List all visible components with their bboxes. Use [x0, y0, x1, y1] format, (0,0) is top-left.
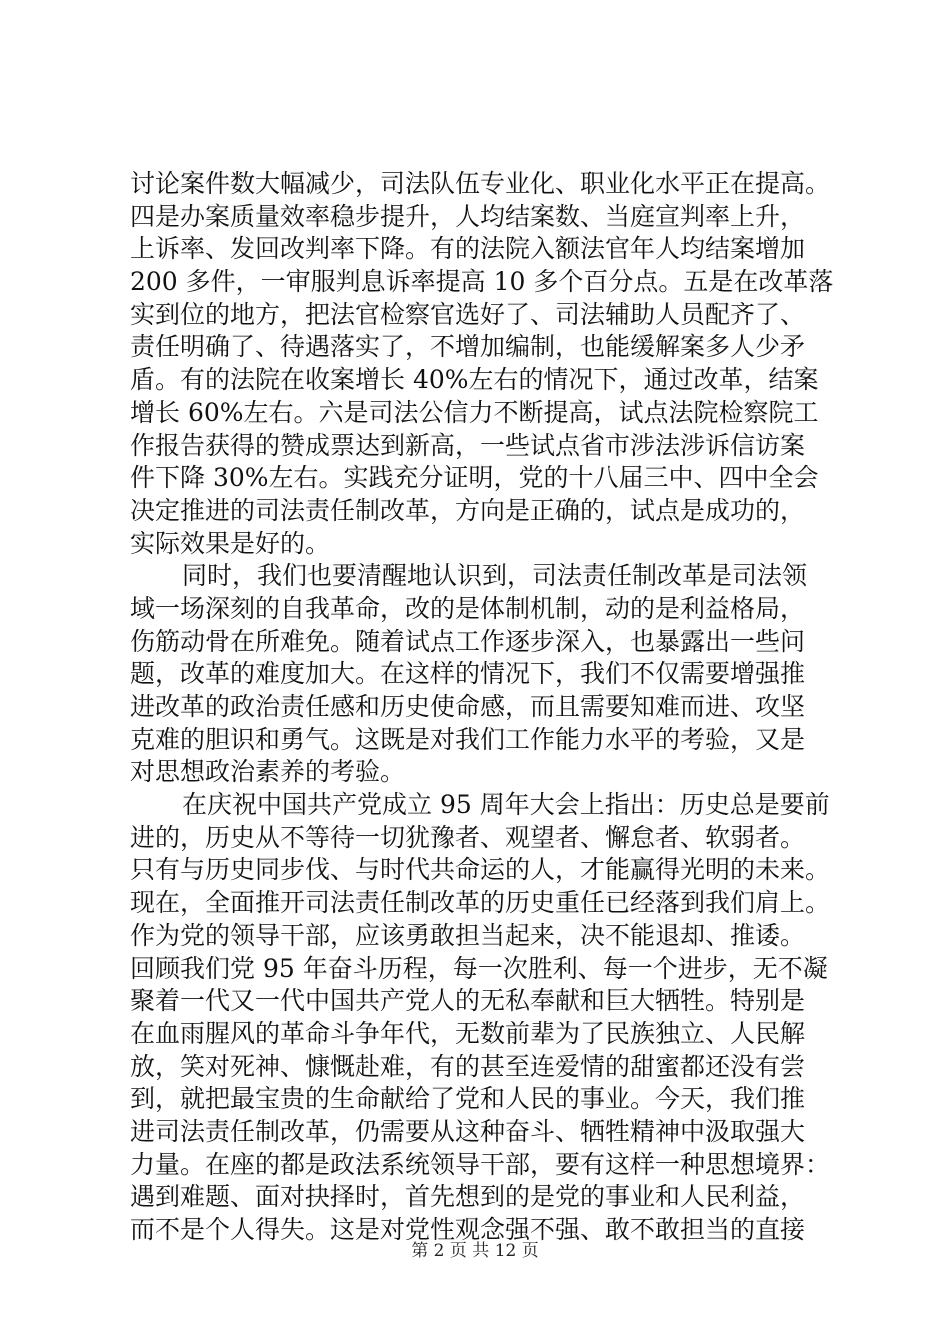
text-line: 进的，历史从不等待一切犹豫者、观望者、懈怠者、软弱者。 — [130, 822, 806, 852]
text-line: 伤筋动骨在所难免。随着试点工作逐步深入，也暴露出一些问 — [130, 626, 806, 656]
page-footer: 第 2 页 共 12 页 — [411, 1241, 539, 1261]
text-line: 进改革的政治责任感和历史使命感，而且需要知难而进、攻坚 — [130, 692, 806, 721]
text-line: 对思想政治素养的考验。 — [130, 757, 406, 787]
text-line: 现在，全面推开司法责任制改革的历史重任已经落到我们肩上。 — [130, 888, 831, 918]
text-line: 决定推进的司法责任制改革，方向是正确的，试点是成功的， — [130, 495, 806, 525]
text-line: 盾。有的法院在收案增长 40%左右的情况下，通过改革，结案 — [130, 365, 819, 395]
text-line: 进司法责任制改革，仍需要从这种奋斗、牺牲精神中汲取强大 — [130, 1116, 806, 1146]
text-line: 四是办案质量效率稳步提升，人均结案数、当庭宣判率上升， — [130, 201, 806, 231]
text-line: 作为党的领导干部，应该勇敢担当起来，决不能退却、推诿。 — [130, 920, 806, 950]
text-line: 上诉率、发回改判率下降。有的法院入额法官年人均结案增加 — [130, 234, 806, 264]
text-line: 放，笑对死神、慷慨赴难，有的甚至连爱情的甜蜜都还没有尝 — [130, 1051, 806, 1081]
text-line: 而不是个人得失。这是对党性观念强不强、敢不敢担当的直接 — [130, 1215, 806, 1244]
text-line: 增长 60%左右。六是司法公信力不断提高，试点法院检察院工 — [130, 397, 819, 427]
text-line: 克难的胆识和勇气。这既是对我们工作能力水平的考验，又是 — [130, 724, 806, 754]
text-line: 到，就把最宝贵的生命献给了党和人民的事业。今天，我们推 — [130, 1084, 806, 1114]
text-line: 只有与历史同步伐、与时代共命运的人，才能赢得光明的未来。 — [130, 855, 831, 885]
text-line: 在血雨腥风的革命斗争年代，无数前辈为了民族独立、人民解 — [130, 1018, 806, 1048]
text-line: 责任明确了、待遇落实了，不增加编制，也能缓解案多人少矛 — [130, 332, 806, 362]
text-line: 实到位的地方，把法官检察官选好了、司法辅助人员配齐了、 — [130, 299, 806, 329]
text-line: 力量。在座的都是政法系统领导干部，要有这样一种思想境界： — [130, 1149, 831, 1179]
text-line: 遇到难题、面对抉择时，首先想到的是党的事业和人民利益， — [130, 1182, 806, 1212]
text-line: 聚着一代又一代中国共产党人的无私奉献和巨大牺牲。特别是 — [130, 986, 806, 1016]
text-line: 200 多件，一审服判息诉率提高 10 多个百分点。五是在改革落 — [130, 267, 834, 297]
text-line: 实际效果是好的。 — [130, 528, 331, 558]
text-line: 作报告获得的赞成票达到新高，一些试点省市涉法涉诉信访案 — [130, 430, 806, 460]
text-line: 讨论案件数大幅减少，司法队伍专业化、职业化水平正在提高。 — [130, 169, 831, 198]
body-text — [130, 168, 850, 1247]
text-line: 域一场深刻的自我革命，改的是体制机制，动的是利益格局， — [130, 593, 806, 623]
text-line: 同时，我们也要清醒地认识到，司法责任制改革是司法领 — [182, 561, 808, 591]
text-line: 件下降 30%左右。实践充分证明，党的十八届三中、四中全会 — [130, 463, 819, 493]
text-line: 在庆祝中国共产党成立 95 周年大会上指出：历史总是要前 — [182, 790, 830, 820]
text-line: 题，改革的难度加大。在这样的情况下，我们不仅需要增强推 — [130, 659, 806, 689]
text-line: 回顾我们党 95 年奋斗历程，每一次胜利、每一个进步，无不凝 — [130, 953, 828, 983]
